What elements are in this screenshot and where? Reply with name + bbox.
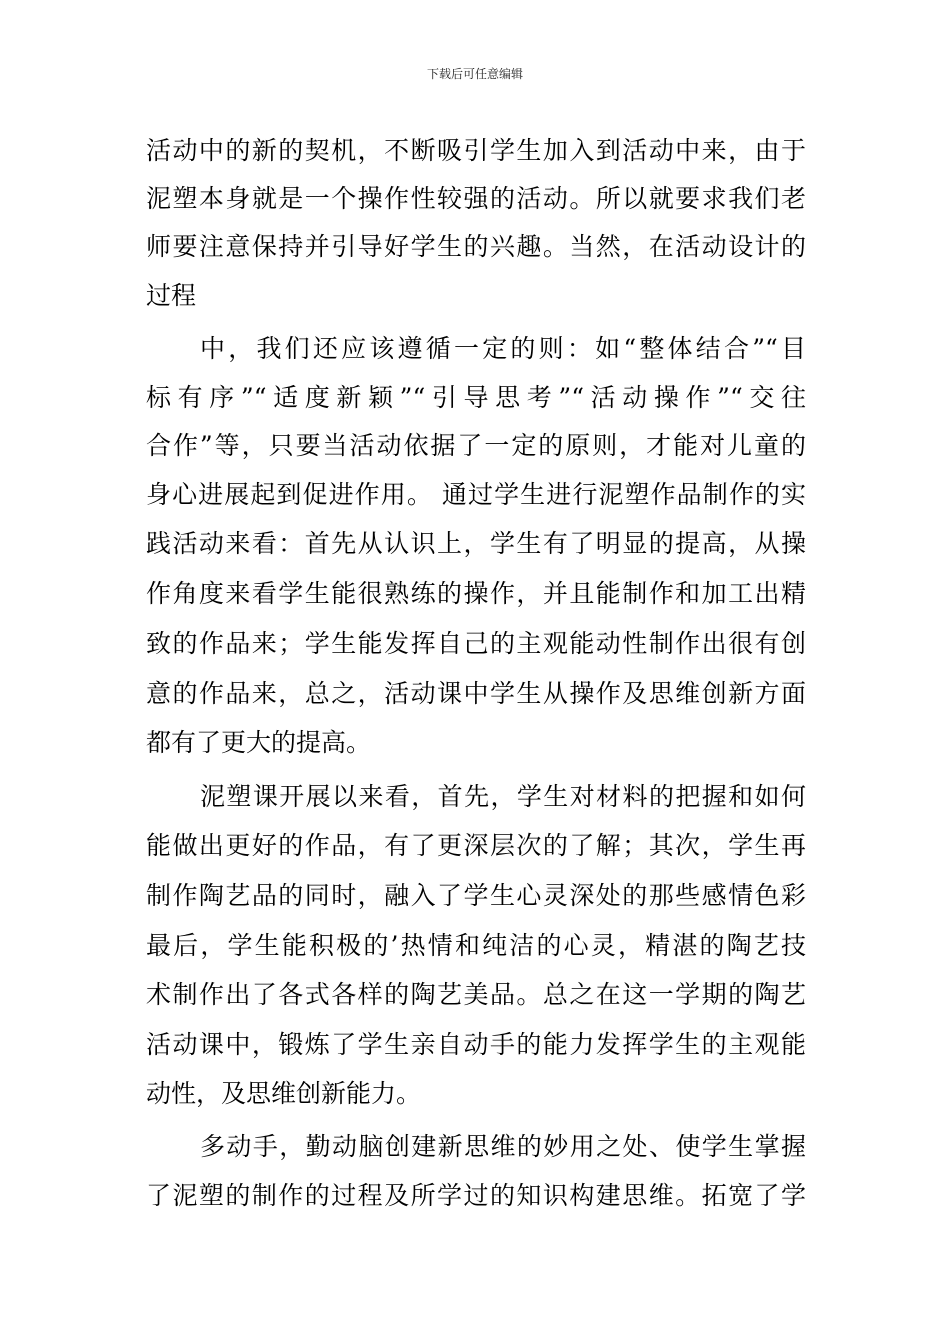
body-line: 意的作品来，总之，活动课中学生从操作及思维创新方面 <box>146 679 806 708</box>
body-line: 作角度来看学生能很熟练的操作，并且能制作和加工出精 <box>146 579 806 608</box>
body-line: 身心进展起到促进作用。 通过学生进行泥塑作品制作的实 <box>146 480 806 509</box>
body-line: 泥塑课开展以来看，首先，学生对材料的把握和如何 <box>200 782 806 811</box>
body-line: 都有了更大的提高。 <box>146 728 372 757</box>
body-line: 标有序”“适度新颖”“引导思考”“活动操作”“交往 <box>146 383 806 412</box>
body-line: 制作陶艺品的同时，融入了学生心灵深处的那些感情色彩 <box>146 881 806 910</box>
body-line: 致的作品来；学生能发挥自己的主观能动性制作出很有创 <box>146 629 806 658</box>
body-line: 践活动来看：首先从认识上，学生有了明显的提高，从操 <box>146 529 806 558</box>
body-line: 活动课中，锻炼了学生亲自动手的能力发挥学生的主观能 <box>146 1030 806 1059</box>
body-line: 最后，学生能积极的’热情和纯洁的心灵，精湛的陶艺技 <box>146 931 806 960</box>
page-header: 下载后可任意编辑 <box>426 67 523 81</box>
body-line: 多动手，勤动脑创建新思维的妙用之处、使学生掌握 <box>200 1132 806 1161</box>
body-line: 过程 <box>146 281 197 310</box>
body-line: 能做出更好的作品，有了更深层次的了解；其次，学生再 <box>146 831 806 860</box>
body-line: 动性，及思维创新能力。 <box>146 1079 422 1108</box>
body-line: 活动中的新的契机，不断吸引学生加入到活动中来，由于 <box>146 136 806 165</box>
body-line: 术制作出了各式各样的陶艺美品。总之在这一学期的陶艺 <box>146 980 806 1009</box>
body-line: 合作”等，只要当活动依据了一定的原则，才能对儿童的 <box>146 431 806 460</box>
body-line: 泥塑本身就是一个操作性较强的活动。所以就要求我们老 <box>146 184 806 213</box>
body-line: 师要注意保持并引导好学生的兴趣。当然，在活动设计的 <box>146 232 806 261</box>
body-line: 中，我们还应该遵循一定的则：如“整体结合”“目 <box>200 334 806 363</box>
body-line: 了泥塑的制作的过程及所学过的知识构建思维。拓宽了学 <box>146 1181 806 1210</box>
